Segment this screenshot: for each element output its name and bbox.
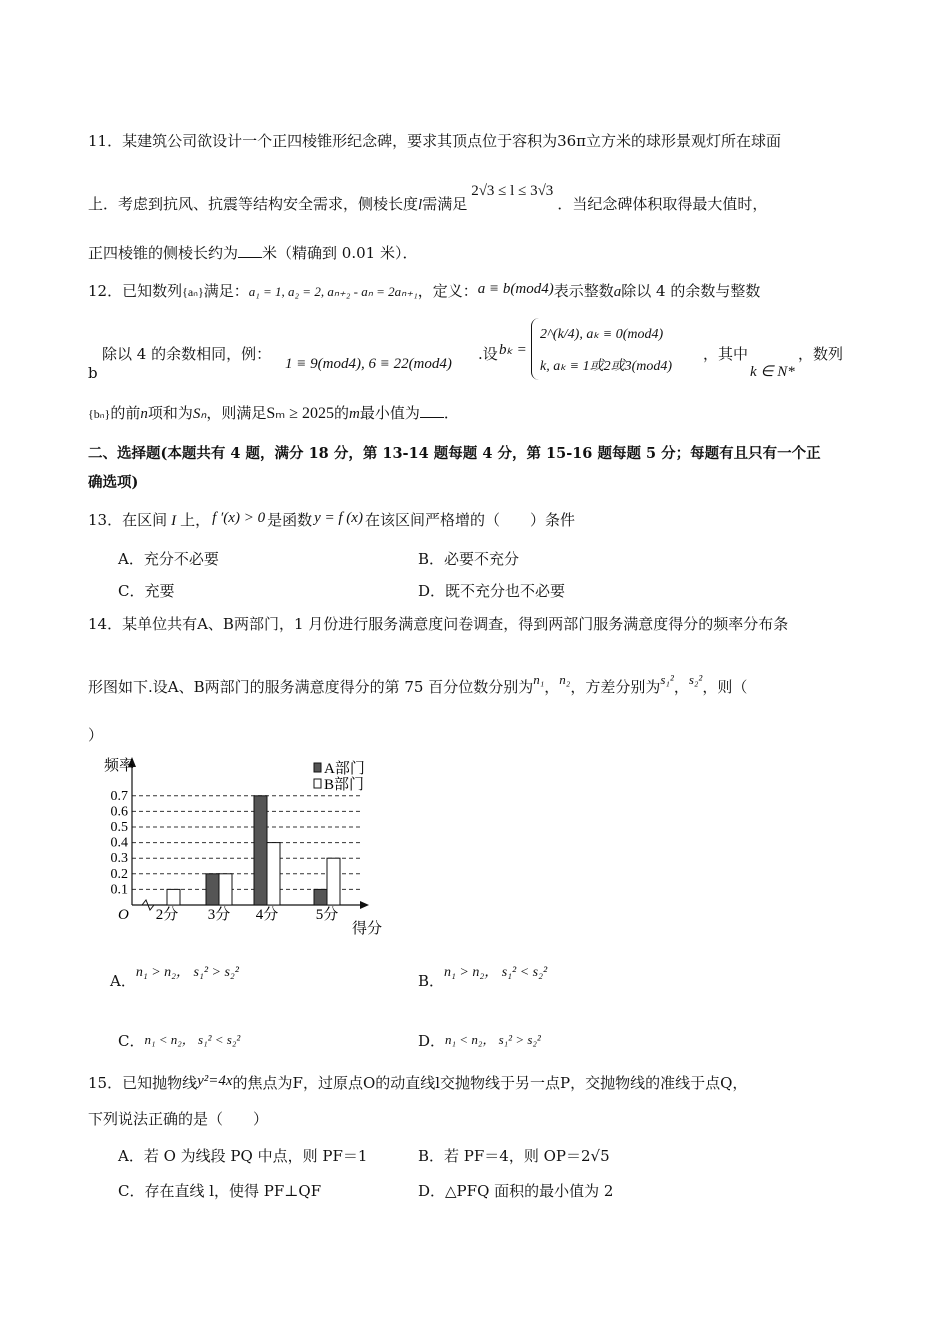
q12-text: 12．已知数列 <box>88 282 183 300</box>
x-axis-arrow <box>360 901 369 909</box>
option-label: B． <box>418 972 445 990</box>
x-tick-label: 2分 <box>155 907 179 923</box>
sequence-a: {aₙ} <box>182 285 204 299</box>
q12-text: 表示整数 <box>553 282 614 300</box>
var-m: m <box>349 406 360 422</box>
option-expr: n₁ < n₂， s₁² > s₂² <box>445 1032 541 1047</box>
q12-text: 的 <box>334 404 350 422</box>
q15-option-d[interactable]: D．△PFQ 面积的最小值为 2 <box>418 1182 614 1200</box>
var-a: a <box>613 284 622 300</box>
q11-line-3 <box>88 242 417 263</box>
bar-a <box>314 889 327 905</box>
x-tick-label: 4分 <box>255 907 279 923</box>
q12-text: ，定义： <box>417 282 478 300</box>
congruence-def: a ≡ b(mod4) <box>477 281 554 297</box>
q15-line-2: 下列说法正确的是（ ） <box>88 1110 269 1128</box>
q13-text: 上， <box>180 511 211 529</box>
recurrence: a₁ = 1, a₂ = 2, aₙ₊₂ - aₙ = 2aₙ₊₁ <box>248 284 418 299</box>
bar-a <box>254 796 267 905</box>
q13-text: 13．在区间 <box>88 511 168 529</box>
q14-line-2 <box>88 672 748 697</box>
q12-text: 的前 <box>110 404 141 422</box>
y-tick-label: 0.4 <box>110 835 128 851</box>
x-tick-label: 3分 <box>207 907 231 923</box>
section-heading: 二、选择题(本题共有 4 题，满分 18 分，第 13-14 题每题 4 分，第 15-16 题每题 5 分；每题有且只有一个正 <box>88 445 821 462</box>
q13-option-d[interactable]: D．既不充分也不必要 <box>418 582 566 600</box>
option-label: D． <box>418 1032 446 1050</box>
percentile-n1: n₁ <box>533 672 545 687</box>
q11-text: 需满足 <box>422 195 468 213</box>
q14-text: 形图如下.设A、B两部门的服务满意度得分的第 75 百分位数分别为 <box>88 678 534 696</box>
q13-stem <box>88 509 575 530</box>
bar-a <box>206 874 219 905</box>
option-expr: n₁ > n₂， s₁² > s₂² <box>135 965 239 980</box>
var-b: b <box>88 364 98 382</box>
q14-text: ，则（ <box>702 678 748 696</box>
bar-b <box>327 858 340 905</box>
q15-text: 15．已知抛物线 <box>88 1074 198 1092</box>
q12-line-1 <box>88 280 760 301</box>
var-n: n <box>140 406 148 422</box>
legend-label: A部门 <box>324 761 365 777</box>
q11-text: 上．考虑到抗风、抗震等结构安全需求，侧棱长度 <box>88 195 419 213</box>
q13-option-a[interactable]: A．充分不必要 <box>118 550 219 568</box>
section-heading-cont: 确选项) <box>88 474 139 491</box>
q14-text: ， <box>544 678 560 696</box>
derivative-cond: f ′(x) > 0 <box>212 510 266 526</box>
option-expr: n₁ < n₂， s₁² < s₂² <box>144 1032 241 1047</box>
option-label: A． <box>110 972 136 990</box>
q15-text: 的焦点为F，过原点O的动直线l交抛物线于另一点P，交抛物线的准线于点Q， <box>232 1074 748 1092</box>
variance-s2: s₂² <box>688 672 703 687</box>
q12-text: ． <box>443 404 459 422</box>
origin-label: O <box>118 907 129 923</box>
q11-text: 正四棱锥的侧棱长约为 <box>88 244 239 262</box>
sum-sn: Sₙ <box>192 406 207 422</box>
q13-option-b[interactable]: B．必要不充分 <box>418 550 520 568</box>
q14-text: ，方差分别为 <box>570 678 661 696</box>
variance-s1: s₁² <box>660 672 674 687</box>
q14-text: ， <box>673 678 689 696</box>
q12-text: 满足： <box>203 282 249 300</box>
q11-text: ．当纪念碑体积取得最大值时， <box>557 195 768 213</box>
y-tick-label: 0.1 <box>110 882 128 898</box>
q13-option-c[interactable]: C．充要 <box>118 582 175 600</box>
q14-option-d[interactable] <box>418 1030 541 1051</box>
bar-b <box>267 843 280 905</box>
q14-option-c[interactable] <box>118 1030 240 1051</box>
bk-label: bₖ = <box>499 342 527 358</box>
q12-text: ，其中 <box>703 345 749 363</box>
q12-text: 最小值为 <box>359 404 420 422</box>
q12-text: .设 <box>478 345 498 363</box>
bar-b <box>167 889 180 905</box>
percentile-n2: n₂ <box>559 672 571 687</box>
q15-option-b[interactable]: B．若 PF＝4，则 OP＝2√5 <box>418 1147 610 1165</box>
q11-line-1: 11．某建筑公司欲设计一个正四棱锥形纪念碑，要求其顶点位于容积为36π立方米的球形景观灯所在球面 <box>88 132 782 150</box>
q12-text: 除以 4 的余数与整数 <box>621 282 761 300</box>
q13-text: 是函数 <box>267 511 313 529</box>
q14-option-a[interactable] <box>110 965 239 991</box>
q12-line-3 <box>88 402 459 423</box>
option-expr: n₁ > n₂， s₁² < s₂² <box>444 965 548 980</box>
q14-line-1: 14．某单位共有A、B两部门，1 月份进行服务满意度问卷调查，得到两部门服务满意度得分的频率分布条 <box>88 615 789 633</box>
y-tick-label: 0.3 <box>110 851 128 867</box>
q13-text: 在该区间严格增的（ ）条件 <box>364 511 575 529</box>
y-axis-label: 频率 <box>104 758 135 774</box>
q12-text: ，数列 <box>798 345 844 363</box>
q12-line-2-text: 除以 4 的余数相同，例： <box>102 345 272 363</box>
y-tick-label: 0.6 <box>110 804 128 820</box>
y-tick-label: 0.7 <box>110 788 128 804</box>
answer-blank[interactable] <box>420 403 444 418</box>
q15-line-1 <box>88 1072 747 1093</box>
k-domain: k ∈ N* <box>750 364 795 380</box>
function-expr: y = f (x) <box>314 510 363 526</box>
q12-text: ，则满足 <box>206 404 267 422</box>
q11-line-2 <box>88 183 768 214</box>
congruence-example: 1 ≡ 9(mod4), 6 ≡ 22(mod4) <box>285 356 452 372</box>
y-tick-label: 0.5 <box>110 820 128 835</box>
q11-text: 米（精确到 0.01 米）． <box>262 244 418 262</box>
var-l: l <box>418 197 423 213</box>
sequence-b: {bₙ} <box>88 407 111 421</box>
length-constraint: 2√3 ≤ l ≤ 3√3 <box>471 183 554 199</box>
q12-text: 项和为 <box>147 404 193 422</box>
q15-option-c[interactable]: C．存在直线 l，使得 PF⊥QF <box>118 1182 322 1200</box>
parabola-eq: y²=4x <box>197 1073 233 1089</box>
answer-blank[interactable] <box>238 243 262 258</box>
legend-swatch <box>314 779 321 788</box>
option-label: C． <box>118 1032 145 1050</box>
q14-option-b[interactable] <box>418 965 548 991</box>
x-axis-label: 得分 <box>352 921 383 935</box>
bar-b <box>219 874 232 905</box>
frequency-bar-chart <box>88 755 408 935</box>
y-tick-label: 0.2 <box>110 866 128 882</box>
legend-label: B部门 <box>324 777 365 793</box>
x-tick-label: 5分 <box>315 907 339 923</box>
sum-inequality: Sₘ ≥ 2025 <box>266 405 334 422</box>
q15-option-a[interactable]: A．若 O 为线段 PQ 中点，则 PF＝1 <box>118 1147 368 1165</box>
piecewise-case-1: 2^(k/4), aₖ ≡ 0(mod4) <box>540 327 664 342</box>
interval-i: I <box>171 513 177 529</box>
piecewise-case-2: k, aₖ ≡ 1或2或3(mod4) <box>540 359 673 374</box>
q14-line-3: ） <box>88 726 104 744</box>
legend-swatch <box>314 763 321 772</box>
